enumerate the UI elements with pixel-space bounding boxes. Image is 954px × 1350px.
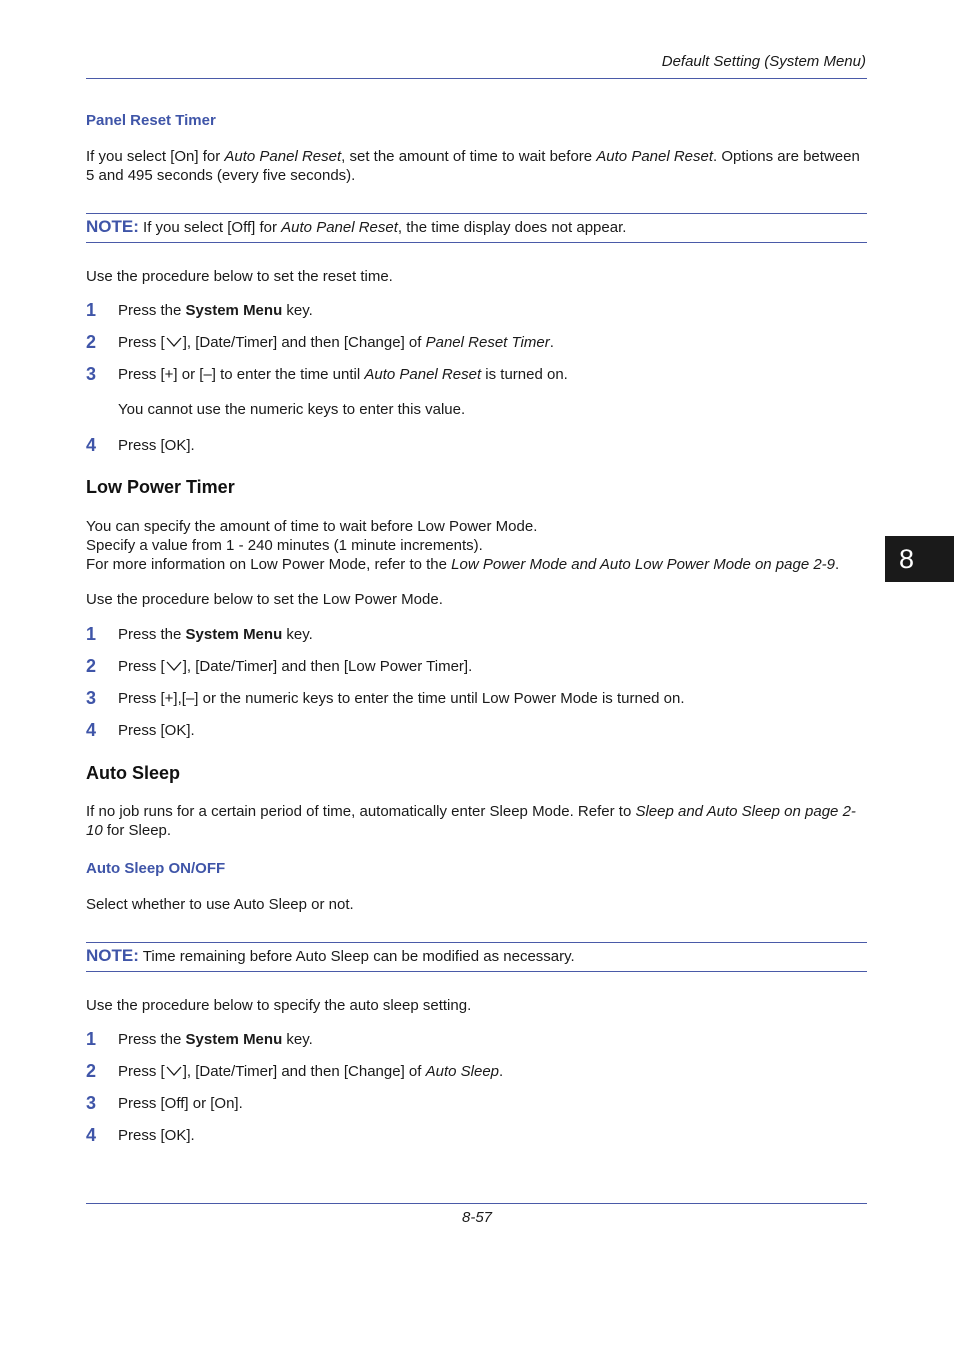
chapter-tab: 8 bbox=[885, 536, 954, 582]
step-number: 4 bbox=[86, 435, 97, 455]
step-text: Press [OK]. bbox=[118, 722, 195, 739]
step-number: 2 bbox=[86, 332, 97, 352]
page-number: 8-57 bbox=[461, 1209, 493, 1226]
procedure-intro-low-power: Use the procedure below to set the Low Power Mode. bbox=[86, 591, 443, 608]
note-panel-reset bbox=[86, 216, 867, 239]
step-number: 4 bbox=[86, 1125, 97, 1145]
step-text: Press the System Menu key. bbox=[118, 626, 313, 643]
note-rule-bottom bbox=[86, 242, 867, 243]
step-number: 2 bbox=[86, 1061, 97, 1081]
note-text: Time remaining before Auto Sleep can be modified as necessary. bbox=[138, 948, 575, 965]
auto-sleep-intro: If no job runs for a certain period of time, automatically enter Sleep Mode. Refer to Sleep and Auto Sleep on page 2-10 for Sleep. bbox=[86, 803, 856, 839]
step-number: 1 bbox=[86, 624, 97, 644]
note-rule-top bbox=[86, 213, 867, 214]
heading-low-power-timer: Low Power Timer bbox=[86, 477, 235, 497]
procedure-intro-reset: Use the procedure below to set the reset time. bbox=[86, 268, 393, 285]
step-text: Press [+],[–] or the numeric keys to enter the time until Low Power Mode is turned on. bbox=[118, 690, 685, 707]
note-label: NOTE: bbox=[86, 217, 139, 236]
note-rule-top bbox=[86, 942, 867, 943]
header-rule bbox=[86, 78, 867, 79]
chevron-down-icon bbox=[165, 658, 183, 678]
step-text: Press [Off] or [On]. bbox=[118, 1095, 243, 1112]
step-text: Press [ ], [Date/Timer] and then [Low Power Timer]. bbox=[118, 657, 472, 678]
step-number: 4 bbox=[86, 720, 97, 740]
note-label: NOTE: bbox=[86, 946, 139, 965]
auto-sleep-select-text: Select whether to use Auto Sleep or not. bbox=[86, 896, 354, 913]
step-text: Press [+] or [–] to enter the time until Auto Panel Reset is turned on. bbox=[118, 366, 568, 383]
subheading-panel-reset-timer: Panel Reset Timer bbox=[86, 112, 216, 129]
procedure-intro-auto-sleep: Use the procedure below to specify the auto sleep setting. bbox=[86, 997, 472, 1014]
step-note: You cannot use the numeric keys to enter this value. bbox=[118, 401, 466, 418]
step-number: 3 bbox=[86, 688, 97, 708]
running-header: Default Setting (System Menu) bbox=[661, 53, 866, 70]
step-text: Press [ ], [Date/Timer] and then [Change] of Panel Reset Timer. bbox=[118, 333, 554, 354]
step-text: Press [ ], [Date/Timer] and then [Change] of Auto Sleep. bbox=[118, 1062, 503, 1083]
chevron-down-icon bbox=[165, 1063, 183, 1083]
chevron-down-icon bbox=[165, 334, 183, 354]
note-rule-bottom bbox=[86, 971, 867, 972]
step-number: 3 bbox=[86, 1093, 97, 1113]
step-text: Press the System Menu key. bbox=[118, 1031, 313, 1048]
step-text: Press [OK]. bbox=[118, 1127, 195, 1144]
panel-reset-intro: If you select [On] for Auto Panel Reset, set the amount of time to wait before Auto Panel Reset. Options are between 5 and 495 seconds (every five seconds). bbox=[86, 148, 860, 184]
note-text: If you select [Off] for Auto Panel Reset, the time display does not appear. bbox=[138, 219, 627, 236]
footer-rule bbox=[86, 1203, 867, 1204]
step-number: 1 bbox=[86, 300, 97, 320]
step-text: Press the System Menu key. bbox=[118, 302, 313, 319]
low-power-intro: You can specify the amount of time to wait before Low Power Mode. Specify a value from 1 - 240 minutes (1 minute increments). For more information on Low Power Mode, refer to the Low Power Mode and Auto Low Power Mode on page 2-9. bbox=[86, 518, 840, 573]
step-text: Press [OK]. bbox=[118, 437, 195, 454]
step-number: 1 bbox=[86, 1029, 97, 1049]
step-number: 2 bbox=[86, 656, 97, 676]
step-number: 3 bbox=[86, 364, 97, 384]
heading-auto-sleep: Auto Sleep bbox=[86, 763, 181, 783]
subheading-auto-sleep-onoff: Auto Sleep ON/OFF bbox=[86, 860, 226, 877]
note-auto-sleep bbox=[86, 945, 867, 968]
